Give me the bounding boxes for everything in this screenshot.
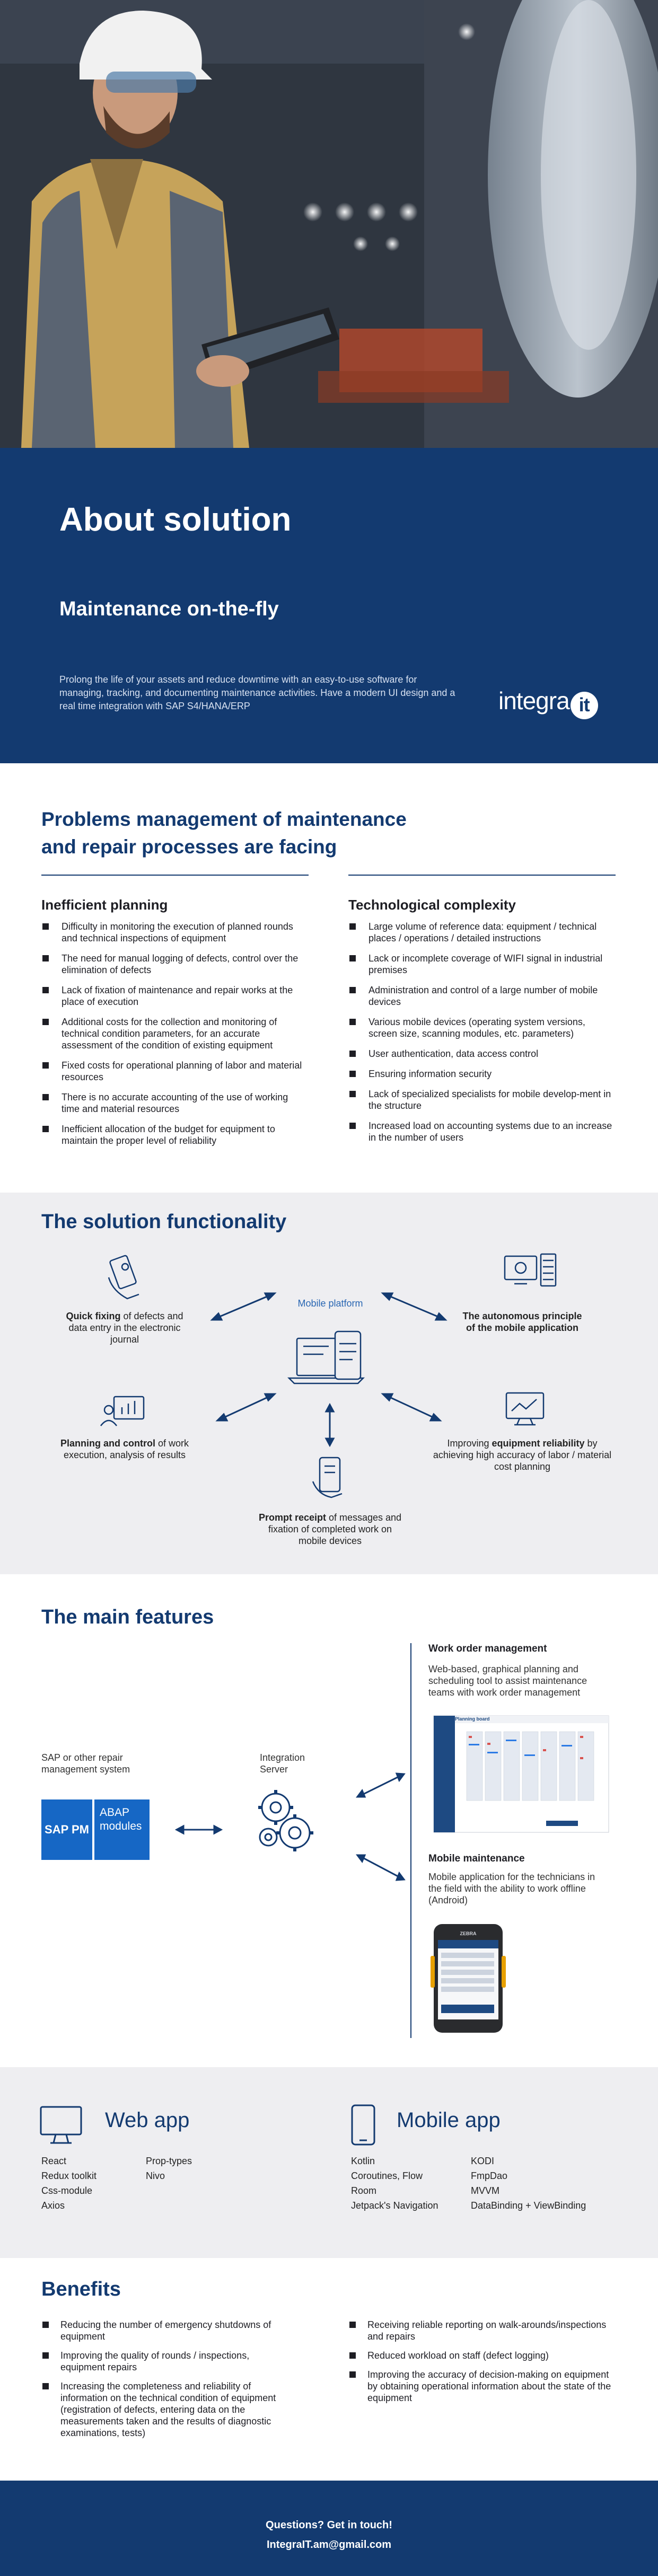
list-item: Reducing the number of emergency shutdowns of equipment [41, 2319, 296, 2342]
list-item: Lack or incomplete coverage of WIFI signal in industrial premises [348, 952, 616, 976]
list-item: Difficulty in monitoring the execution of planned rounds and technical inspections of equipment [41, 921, 309, 944]
list-item: Ensuring information security [348, 1068, 616, 1080]
quick-fixing-rest: of defects and data entry in the electronic journal [68, 1311, 183, 1345]
abap-modules-box: ABAP modules [94, 1799, 150, 1860]
list-item: Administration and control of a large number of mobile devices [348, 984, 616, 1008]
tech-item: Prop-types [146, 2156, 192, 2166]
benefits-left-list [41, 2319, 296, 2446]
mobile-platform-icon [289, 1331, 363, 1383]
tech-item: MVVM [471, 2185, 499, 2196]
inefficient-planning-column [41, 875, 309, 1155]
planning-rest: of work execution, analysis of results [63, 1438, 189, 1460]
footer [0, 2481, 658, 2576]
tech-item: Nivo [146, 2171, 165, 2181]
quick-fixing-bold: Quick fixing [66, 1311, 121, 1321]
list-item: User authentication, data access control [348, 1048, 616, 1060]
list-item: Improving the accuracy of decision-making on equipment by obtaining operational information about the state of the equipment [348, 2369, 613, 2404]
web-tech-list-1 [41, 2154, 96, 2213]
bar-chart-person-icon [101, 1397, 144, 1426]
mobile-tech-list-1 [351, 2154, 438, 2213]
column-heading: Technological complexity [348, 897, 516, 913]
list-item: Receiving reliable reporting on walk-arounds/inspections and repairs [348, 2319, 613, 2342]
problems-title: Problems management of maintenance and repair processes are facing [41, 808, 407, 858]
list-item: Increasing the completeness and reliability of information on the technical condition of equipment (registration of defects, entering data on the measurements taken and the results of diagnostic examinations, tests) [41, 2380, 296, 2439]
planning-bold: Planning and control [60, 1438, 155, 1449]
about-section [0, 448, 658, 763]
planning-board-screenshot [434, 1716, 609, 1832]
technological-complexity-column [348, 875, 616, 1152]
contact-email-link[interactable]: IntegraIT.am@gmail.com [266, 2539, 392, 2551]
worker-photo-illustration [0, 0, 658, 448]
integra-it-logo [498, 686, 598, 719]
planning-board-title: Planning board [455, 1716, 490, 1722]
work-order-title: Work order management [428, 1643, 547, 1654]
server-settings-icon [505, 1254, 556, 1286]
quick-fixing-text [58, 1310, 191, 1345]
logo-text: integra [498, 687, 569, 714]
list-item: Various mobile devices (operating system versions, screen size, scanning modules, etc. parameters) [348, 1016, 616, 1039]
list-item: Additional costs for the collection and monitoring of technical condition parameters, for an accurate assessment of the condition of existing equipment [41, 1016, 309, 1051]
web-tech-list-2 [146, 2154, 192, 2183]
features-section [0, 1574, 658, 2067]
features-title: The main features [41, 1606, 214, 1628]
solution-title: The solution functionality [41, 1211, 287, 1233]
reliability-rest: by achieving high accuracy of labor / material cost planning [433, 1438, 612, 1472]
benefits-section [0, 2258, 658, 2481]
tech-item: Coroutines, Flow [351, 2171, 423, 2181]
tech-item: Redux toolkit [41, 2171, 97, 2181]
tech-item: KODI [471, 2156, 495, 2166]
list-item: Inefficient allocation of the budget for equipment to maintain the proper level of reliability [41, 1123, 309, 1146]
zebra-phone-image [431, 1924, 506, 2033]
hand-phone-icon [109, 1255, 139, 1299]
benefits-right-list [348, 2319, 613, 2411]
list-item: Increased load on accounting systems due to an increase in the number of users [348, 1120, 616, 1143]
page-title: About solution [59, 501, 292, 538]
divider [41, 875, 309, 876]
phone-brand-label: ZEBRA [460, 1931, 477, 1936]
benefits-title: Benefits [41, 2278, 121, 2300]
mobile-maintenance-description: Mobile application for the technicians in the field with the ability to work offline (Android) [428, 1872, 595, 1905]
autonomous-text: The autonomous principle of the mobile application [462, 1311, 582, 1333]
features-diagram [0, 1574, 658, 2067]
tech-item: Axios [41, 2200, 65, 2211]
tech-item: React [41, 2156, 67, 2166]
web-app-title: Web app [105, 2109, 190, 2132]
intro-text: Prolong the life of your assets and reduce downtime with an easy-to-use software for managing, tracking, and documenting maintenance activities. Have a modern UI design and a real time integration with SAP S4/HANA/ERP [59, 674, 455, 711]
apps-section [0, 2067, 658, 2258]
sap-system-label: SAP or other repair management system [41, 1752, 130, 1775]
planning-text [48, 1437, 201, 1461]
list-item: Improving the quality of rounds / inspections, equipment repairs [41, 2350, 296, 2373]
monitor-icon [40, 2106, 82, 2146]
phone-hand-icon [313, 1458, 342, 1497]
reliability-text [429, 1437, 615, 1472]
logo-badge: it [571, 692, 598, 719]
mobile-maintenance-title: Mobile maintenance [428, 1853, 525, 1864]
prompt-bold: Prompt receipt [258, 1512, 326, 1523]
problems-section [0, 763, 658, 1193]
tech-item: Css-module [41, 2185, 93, 2196]
list-item: Fixed costs for operational planning of labor and material resources [41, 1060, 309, 1083]
mobile-app-title: Mobile app [397, 2109, 501, 2132]
gears-icon [258, 1790, 313, 1851]
integration-server-label: Integration Server [260, 1752, 305, 1775]
tech-item: Jetpack's Navigation [351, 2200, 438, 2211]
page-subtitle: Maintenance on-the-fly [59, 598, 279, 620]
reliability-pre: Improving [447, 1438, 492, 1449]
sap-pm-box: SAP PM [41, 1799, 92, 1860]
column-heading: Inefficient planning [41, 897, 168, 913]
solution-section [0, 1193, 658, 1574]
list-item: Large volume of reference data: equipment / technical places / operations / detailed instructions [348, 921, 616, 944]
contact-prompt: Questions? Get in touch! [266, 2519, 392, 2531]
list-item: Lack of specialized specialists for mobile develop-ment in the structure [348, 1088, 616, 1111]
mobile-platform-label: Mobile platform [297, 1298, 363, 1309]
reliability-bold: equipment reliability [492, 1438, 585, 1449]
list-item: The need for manual logging of defects, control over the elimination of defects [41, 952, 309, 976]
work-order-description: Web-based, graphical planning and scheduling tool to assist maintenance teams with work order management [428, 1664, 587, 1698]
monitor-graph-icon [506, 1393, 543, 1425]
tech-item: FmpDao [471, 2171, 508, 2181]
tech-item: Room [351, 2185, 377, 2196]
tech-item: Kotlin [351, 2156, 375, 2166]
list-item: There is no accurate accounting of the use of working time and material resources [41, 1091, 309, 1115]
list-item: Lack of fixation of maintenance and repair works at the place of execution [41, 984, 309, 1008]
prompt-receipt-text [255, 1512, 406, 1547]
list-item: Reduced workload on staff (defect logging) [348, 2350, 613, 2361]
hero-photo [0, 0, 658, 448]
tech-item: DataBinding + ViewBinding [471, 2200, 586, 2211]
divider [348, 875, 616, 876]
prompt-rest: of messages and fixation of completed work on mobile devices [268, 1512, 402, 1546]
smartphone-icon [350, 2104, 376, 2147]
mobile-tech-list-2 [471, 2154, 586, 2213]
